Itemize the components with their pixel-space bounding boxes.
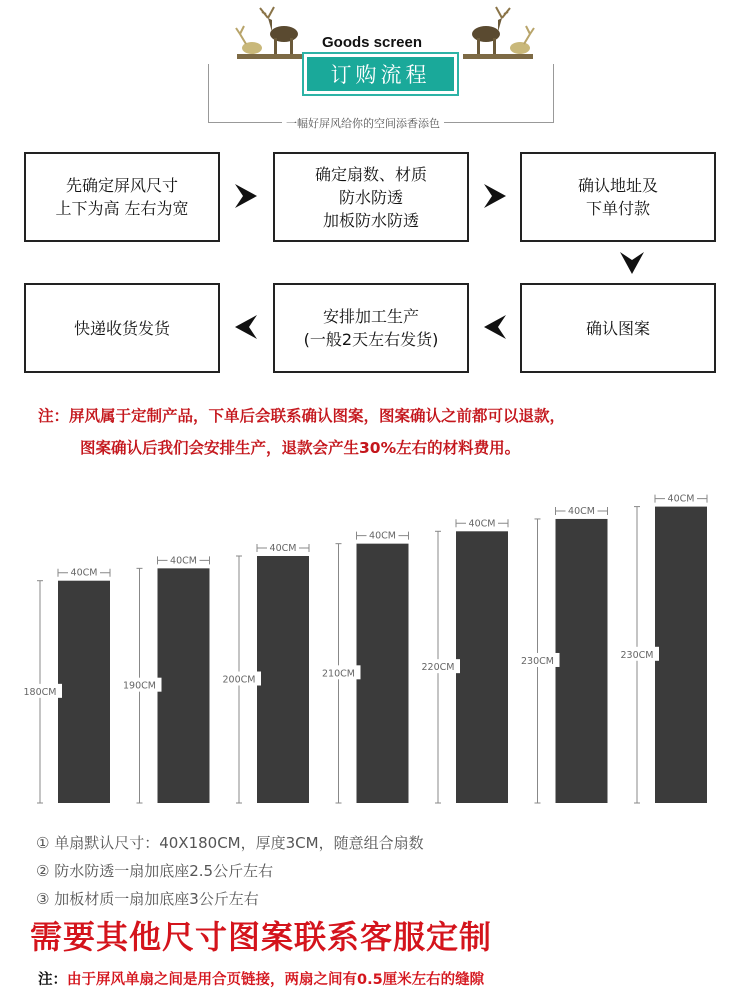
panel-bar <box>58 581 110 803</box>
step-1-line-2: 上下为高 左右为宽 <box>55 199 189 218</box>
step-1-line-1: 先确定屏风尺寸 <box>65 176 178 195</box>
refund-note-line-2: 图案确认后我们会安排生产，退款会产生30%左右的材料费用。 <box>80 439 521 457</box>
step-1-box <box>24 152 220 242</box>
step-5-line-1: 安排加工生产 <box>322 307 419 326</box>
page-title-box <box>302 52 459 96</box>
spec-line-1: ① 单扇默认尺寸：40X180CM，厚度3CM，随意组合扇数 <box>36 834 424 852</box>
step-2-line-2: 防水防透 <box>338 187 403 207</box>
step-3-line-1: 确认地址及 <box>577 176 658 195</box>
step-3-box <box>520 152 716 242</box>
width-label: 40CM <box>568 505 595 517</box>
width-label: 40CM <box>468 518 496 530</box>
panel-bar <box>257 556 309 803</box>
arrow-down-icon <box>618 250 646 276</box>
panel-bar <box>357 544 409 803</box>
size-chart <box>0 485 750 810</box>
step-6-box <box>24 283 220 373</box>
height-label: 210CM <box>322 668 355 680</box>
deer-ornament-left-icon <box>232 4 312 64</box>
step-2-box <box>273 152 469 242</box>
height-label: 180CM <box>23 686 57 698</box>
step-6-line-1: 快递收货发货 <box>73 318 170 338</box>
panel-bar <box>158 568 210 803</box>
step-4-line-1: 确认图案 <box>585 318 650 338</box>
panel-bar <box>456 531 508 803</box>
height-label: 200CM <box>222 674 256 686</box>
height-label: 220CM <box>421 662 455 674</box>
panel-bar <box>655 507 707 803</box>
height-label: 190CM <box>123 680 156 692</box>
gap-note-prefix: 注： <box>38 972 67 988</box>
brand-label: Goods screen <box>322 34 423 51</box>
refund-note <box>38 400 718 464</box>
panel-bar <box>556 519 608 803</box>
gap-note-text: 由于屏风单扇之间是用合页链接，两扇之间有0.5厘米左右的缝隙 <box>67 972 485 988</box>
width-label: 40CM <box>170 555 197 567</box>
deer-ornament-right-icon <box>458 4 538 64</box>
width-label: 40CM <box>667 493 695 505</box>
arrow-left-icon <box>482 313 508 341</box>
custom-size-banner: 需要其他尺寸图案联系客服定制 <box>30 918 493 956</box>
arrow-left-icon <box>233 313 259 341</box>
width-label: 40CM <box>369 530 396 542</box>
width-label: 40CM <box>70 567 98 579</box>
refund-note-line-1: 注：屏风属于定制产品，下单后会联系确认图案，图案确认之前都可以退款， <box>38 407 566 425</box>
gap-note <box>38 968 484 989</box>
step-2-line-3: 加板防水防透 <box>322 210 419 230</box>
width-label: 40CM <box>269 543 297 554</box>
page-title: 订购流程 <box>307 57 454 91</box>
step-5-box <box>273 283 469 373</box>
arrow-right-icon <box>233 182 259 210</box>
page-subtitle: 一幅好屏风给你的空间添香添色 <box>282 115 444 131</box>
height-label: 230CM <box>521 655 554 667</box>
arrow-right-icon <box>482 182 508 210</box>
spec-line-2: ② 防水防透一扇加底座2.5公斤左右 <box>36 862 274 880</box>
height-label: 230CM <box>620 649 654 661</box>
spec-line-3: ③ 加板材质一扇加底座3公斤左右 <box>36 890 259 908</box>
step-4-box <box>520 283 716 373</box>
step-5-line-2: (一般2天左右发货) <box>303 330 439 349</box>
step-3-line-2: 下单付款 <box>585 199 650 218</box>
step-2-line-1: 确定扇数、材质 <box>314 164 427 184</box>
